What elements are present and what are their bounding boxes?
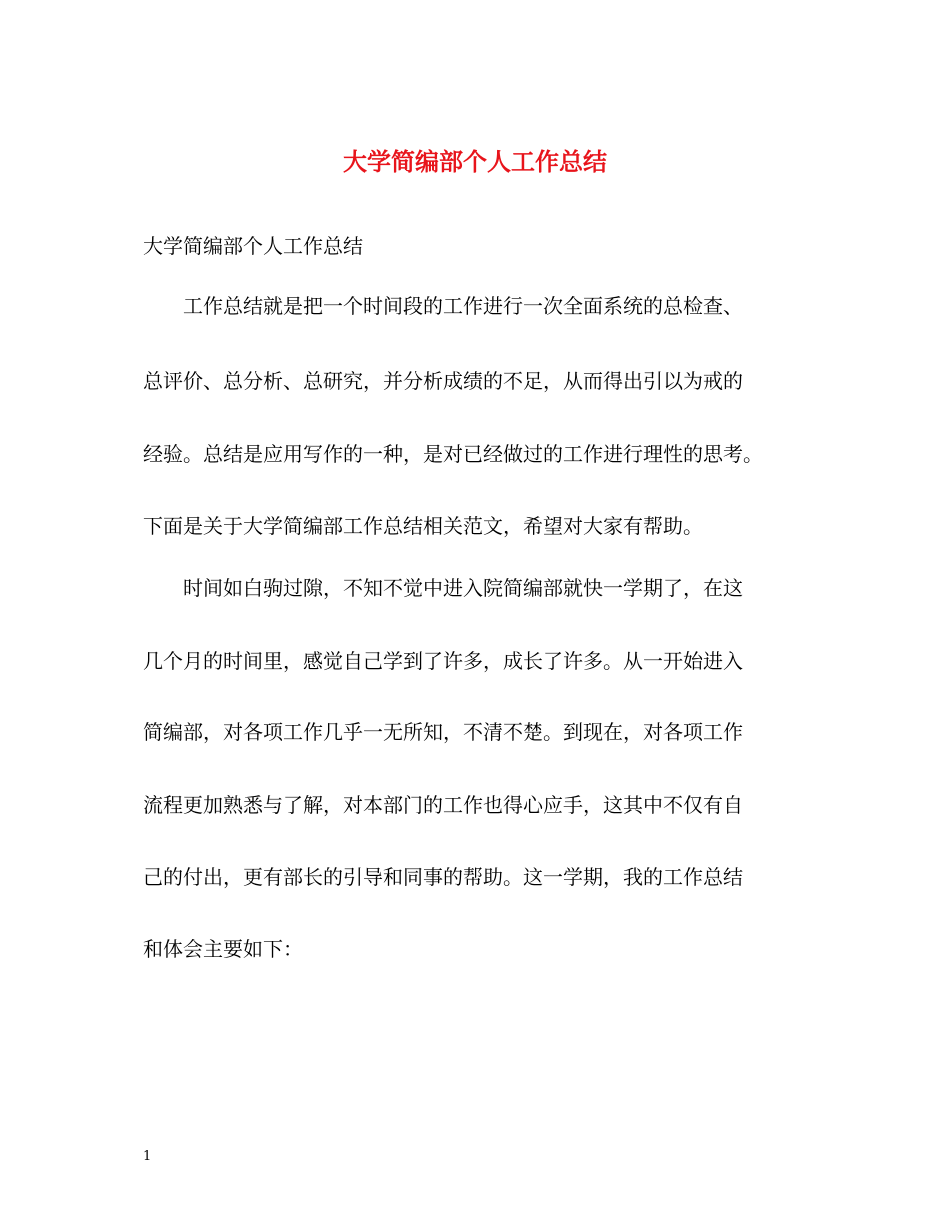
paragraph-line: 总评价、总分析、总研究，并分析成绩的不足，从而得出引以为戒的: [143, 369, 743, 393]
paragraph-line: 下面是关于大学简编部工作总结相关范文，希望对大家有帮助。: [143, 514, 703, 538]
paragraph-line: 简编部，对各项工作几乎一无所知，不清不楚。到现在，对各项工作: [143, 720, 743, 744]
paragraph-line: 和体会主要如下：: [143, 937, 303, 961]
paragraph-line: 己的付出，更有部长的引导和同事的帮助。这一学期，我的工作总结: [143, 865, 743, 889]
paragraph-line: 工作总结就是把一个时间段的工作进行一次全面系统的总检查、: [183, 294, 743, 318]
page-number: 1: [143, 1149, 152, 1164]
paragraph-line: 流程更加熟悉与了解，对本部门的工作也得心应手，这其中不仅有自: [143, 793, 743, 817]
paragraph-line: 时间如白驹过隙，不知不觉中进入院简编部就快一学期了，在这: [183, 576, 743, 600]
paragraph-line: 经验。总结是应用写作的一种，是对已经做过的工作进行理性的思考。: [143, 442, 763, 466]
paragraph-line: 几个月的时间里，感觉自己学到了许多，成长了许多。从一开始进入: [143, 649, 743, 673]
document-subtitle: 大学简编部个人工作总结: [143, 234, 363, 258]
document-title: 大学简编部个人工作总结: [343, 147, 607, 176]
